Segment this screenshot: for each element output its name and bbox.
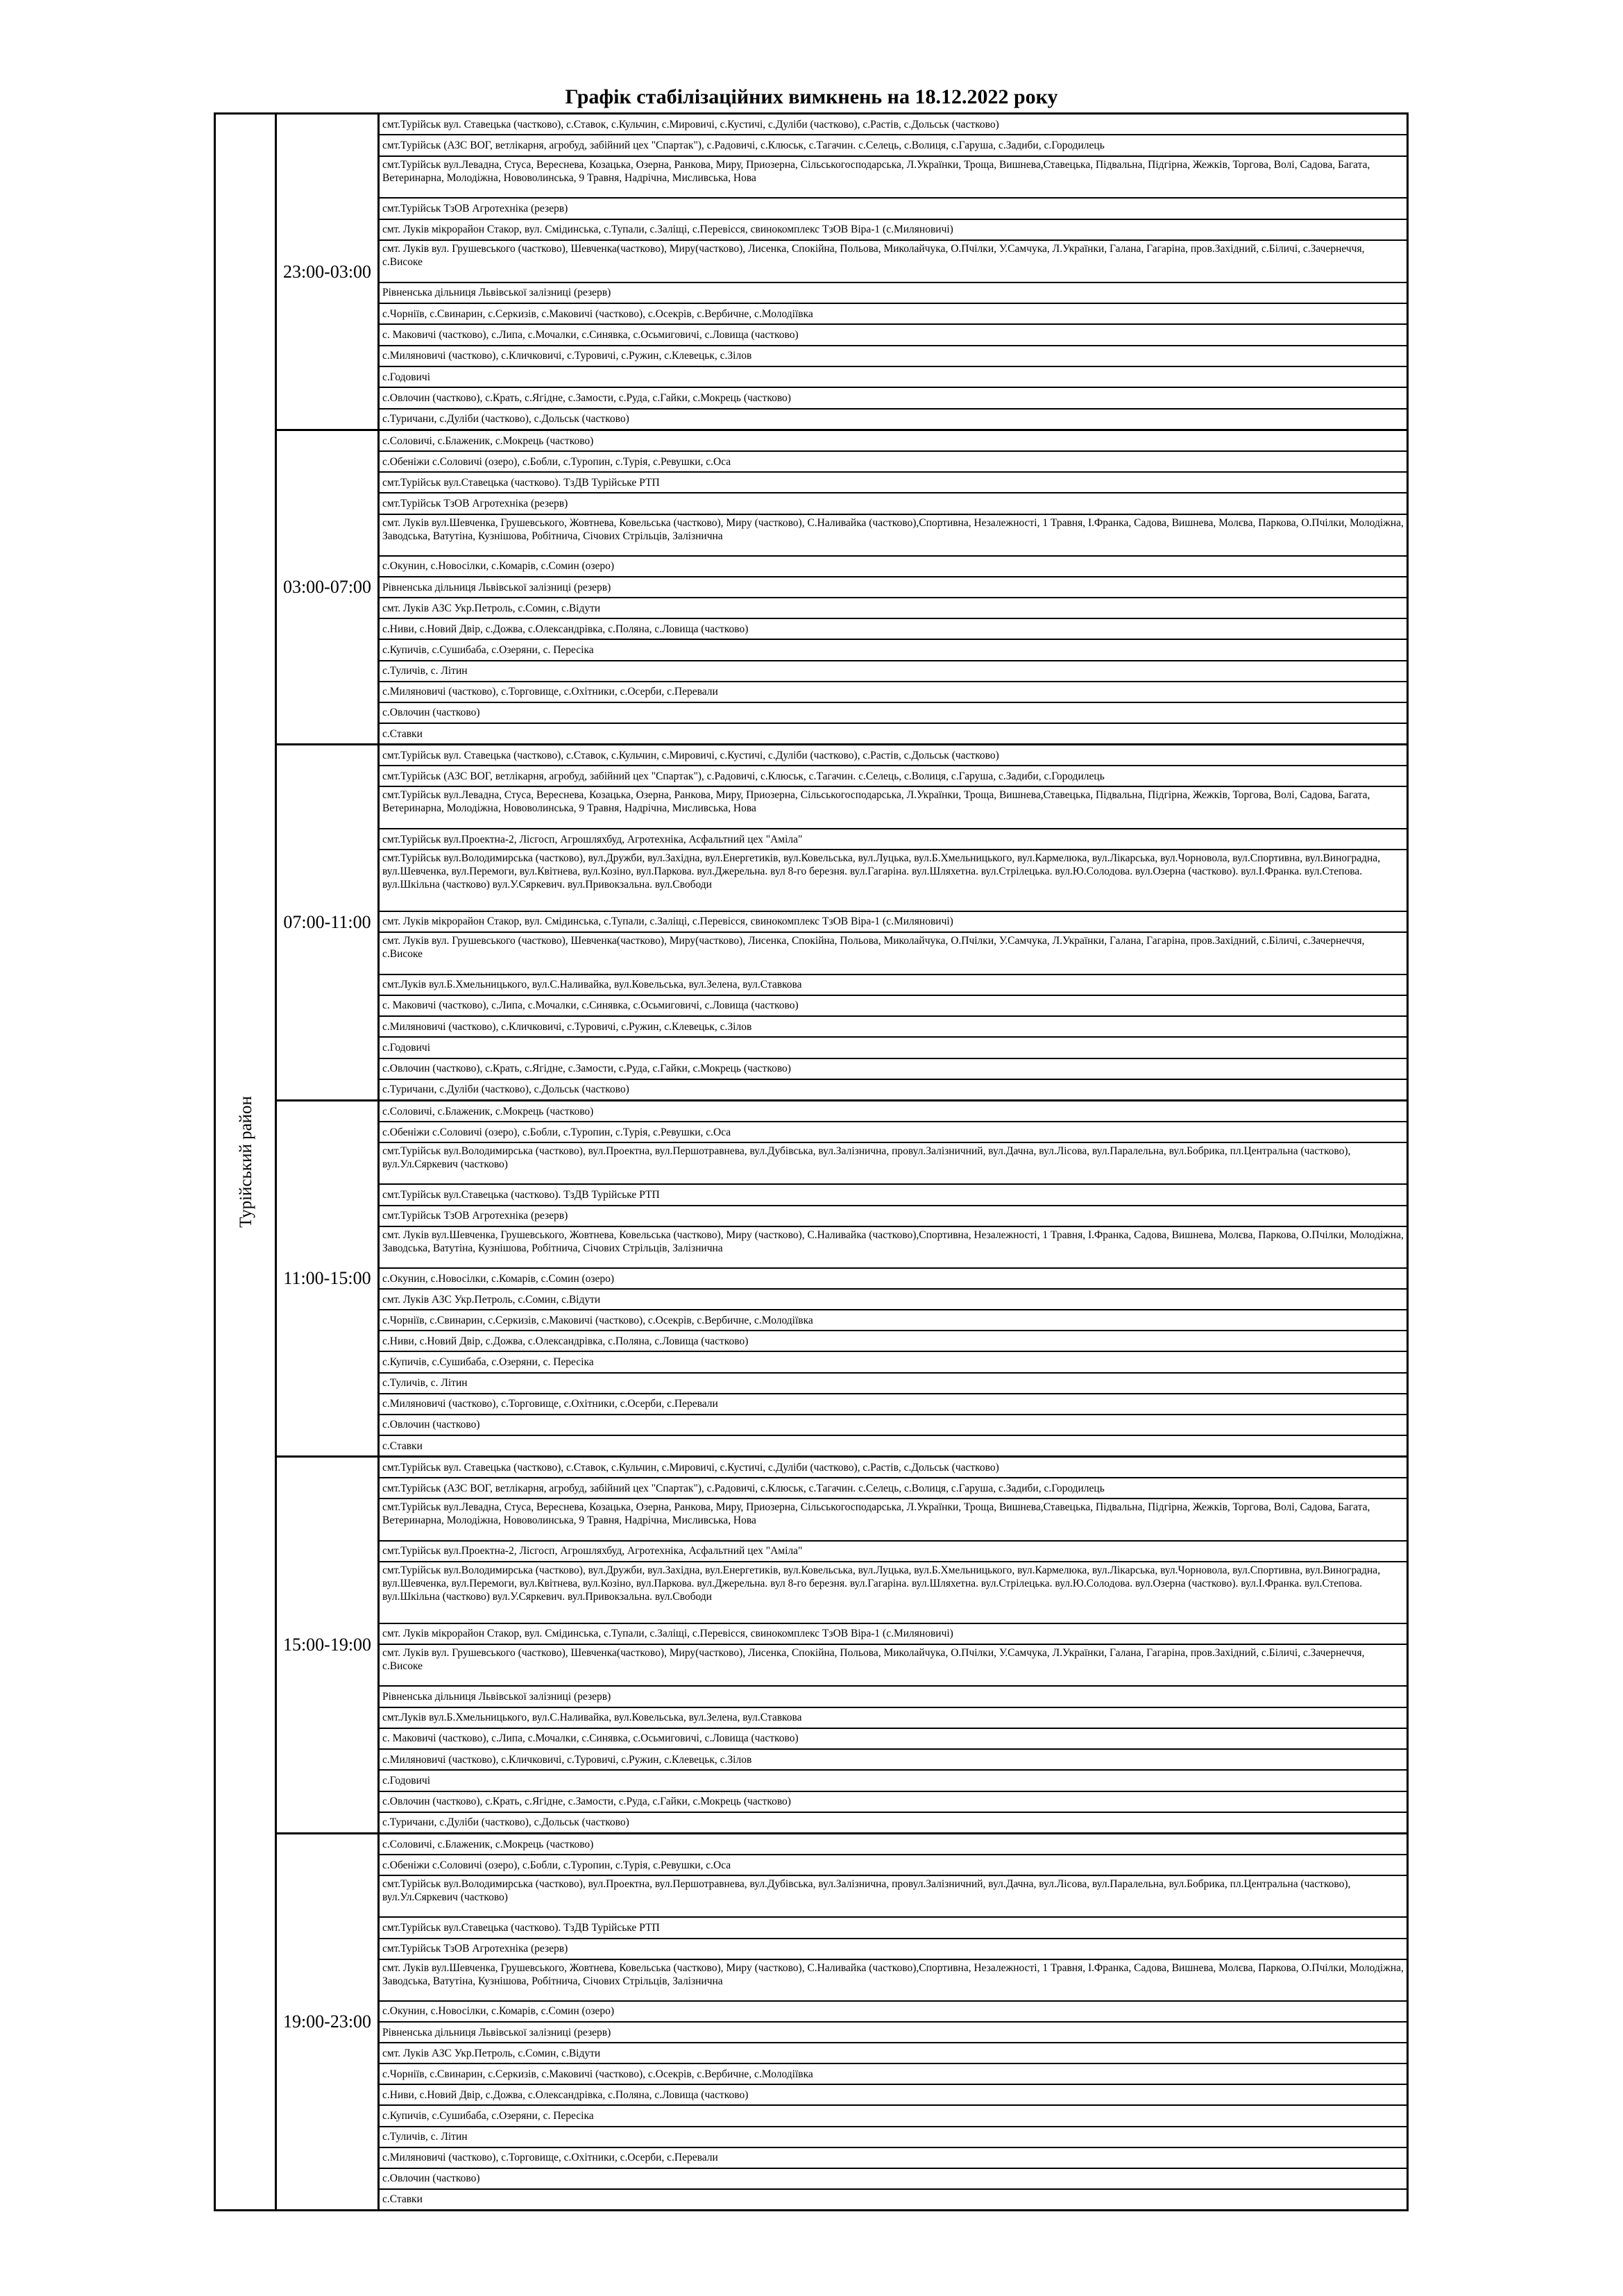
area-rows — [380, 115, 1409, 429]
area-row: с.Овлочин (частково), с.Крать, с.Ягідне, с.Замости, с.Руда, с.Гайки, с.Мокрець (частково) — [380, 1058, 1409, 1079]
area-row: смт.Турійськ вул. Ставецька (частково), с.Ставок, с.Кульчин, с.Мировичі, с.Кустичі, с.Дуліби (частково), с.Растів, с.Дольськ (частково) — [382, 118, 999, 130]
area-row: с.Чорніїв, с.Свинарин, с.Серкизів, с.Маковичі (частково), с.Осекрів, с.Вербичне, с.Молодіївка — [380, 2063, 1409, 2084]
area-row: смт.Турійськ вул.Володимирська (частково), вул.Дружби, вул.Західна, вул.Енергетиків, вул.Ковельська, вул.Луцька, вул.Б.Хмельницького, вул.Кармелюка, вул.Лікарська, вул.Чорновола, вул.Спортивна, вул.Виноградна, вул.Шевченка, вул.Перемоги, вул.Квітнева, вул.Козіно, вул.Паркова. вул.Джерельна. вул 8-го березня. вул.Гагаріна. вул.Шляхетна. вул.Стрілецька. вул.Ю.Солодова. вул.Озерна (частково). вул.І.Франка. вул.Степова. вул.Шкільна (частково) вул.У.Сяркевич. вул.Привокзальна. вул.Свободи — [380, 1561, 1409, 1623]
area-row: с.Миляновичі (частково), с.Кличковичі, с.Туровичі, с.Ружин, с.Клевецьк, с.Зілов — [380, 1748, 1409, 1769]
district-column — [216, 115, 277, 2209]
schedule-table — [214, 112, 1409, 2211]
area-row: с.Туличів, с. Літин — [380, 2126, 1409, 2147]
time-range-cell: 11:00-15:00 — [277, 1101, 380, 1455]
area-row: с.Миляновичі (частково), с.Торговище, с.Охітники, с.Осерби, с.Перевали — [380, 681, 1409, 702]
area-row: с.Купичів, с.Сушибаба, с.Озеряни, с. Пересіка — [380, 639, 1409, 659]
area-row: смт. Луків мікрорайон Стакор, вул. Смідинська, с.Тупали, с.Заліщі, с.Перевісся, свинокомплекс ТзОВ Віра-1 (с.Миляновичі) — [380, 911, 1409, 931]
area-row: смт.Турійськ вул.Левадна, Стуса, Вереснева, Козацька, Озерна, Ранкова, Миру, Приозерна, Сільськогосподарська, Л.Українки, Троща, Вишнева,Ставецька, Підвальна, Підгірна, Жежків, Торгова, Волі, Садова, Багата, Ветеринарна, Молодіжна, Нововолинська, 9 Травня, Надрічна, Мисливська, Нова — [380, 1498, 1409, 1539]
area-row: смт.Турійськ (АЗС ВОГ, ветлікарня, агробуд, забійний цех "Спартак"), с.Радовичі, с.Клюськ, с.Тагачин. с.Селець, с.Волиця, с.Гаруша, с.Задиби, с.Городилець — [380, 1477, 1409, 1498]
area-row: с.Ставки — [380, 2188, 1409, 2209]
area-row: с.Купичів, с.Сушибаба, с.Озеряни, с. Пересіка — [380, 1351, 1409, 1371]
area-row: смт.Турійськ вул. Ставецька (частково), с.Ставок, с.Кульчин, с.Мировичі, с.Кустичі, с.Дуліби (частково), с.Растів, с.Дольськ (частково) — [382, 749, 999, 761]
area-row: с.Миляновичі (частково), с.Торговище, с.Охітники, с.Осерби, с.Перевали — [380, 1393, 1409, 1414]
area-row: с.Миляновичі (частково), с.Кличковичі, с.Туровичі, с.Ружин, с.Клевецьк, с.Зілов — [380, 1015, 1409, 1036]
area-row: смт. Луків вул.Шевченка, Грушевського, Жовтнева, Ковельська (частково), Миру (частково), С.Наливайка (частково),Спортивна, Незалежності, 1 Травня, І.Франка, Садова, Вишнева, Молєва, Паркова, О.Пчілки, Молодіжна, Заводська, Ватутіна, Кузнішова, Робітнича, Січових Стрільців, Залізнична — [380, 1959, 1409, 2000]
area-row: смт.Турійськ ТзОВ Агротехніка (резерв) — [380, 492, 1409, 513]
area-row: смт.Турійськ ТзОВ Агротехніка (резерв) — [380, 1938, 1409, 1959]
time-range-cell: 15:00-19:00 — [277, 1458, 380, 1832]
area-row: с. Маковичі (частково), с.Липа, с.Мочалки, с.Синявка, с.Осьмиговичі, с.Ловища (частково) — [380, 323, 1409, 344]
area-rows — [380, 431, 1409, 743]
area-row: смт.Турійськ вул.Ставецька (частково). ТзДВ Турійське РТП — [380, 1916, 1409, 1937]
time-range-cell: 07:00-11:00 — [277, 745, 380, 1099]
area-row: смт.Луків вул.Б.Хмельницького, вул.С.Наливайка, вул.Ковельська, вул.Зелена, вул.Ставкова — [380, 1707, 1409, 1728]
area-row: с.Туричани, с.Дуліби (частково), с.Дольськ (частково) — [380, 408, 1409, 429]
area-row: с.Овлочин (частково) — [380, 1414, 1409, 1435]
document-title: Графік стабілізаційних вимкнень на 18.12.2022 року — [565, 85, 1058, 109]
area-row: смт.Луків вул.Б.Хмельницького, вул.С.Наливайка, вул.Ковельська, вул.Зелена, вул.Ставкова — [380, 974, 1409, 995]
area-row: смт. Луків вул. Грушевського (частково), Шевченка(частково), Миру(частково), Лисенка, Спокійна, Польова, Миколайчука, О.Пчілки, У.Самчука, Л.Українки, Галана, Гагаріна, пров.Західний, с.Біличі, с.Зачернеччя, с.Високе — [380, 1644, 1409, 1685]
time-range-cell: 23:00-03:00 — [277, 115, 380, 429]
area-row: смт. Луків вул. Грушевського (частково), Шевченка(частково), Миру(частково), Лисенка, Спокійна, Польова, Миколайчука, О.Пчілки, У.Самчука, Л.Українки, Галана, Гагаріна, пров.Західний, с.Біличі, с.Зачернеччя, с.Високе — [380, 239, 1409, 282]
area-row: с.Ставки — [380, 1435, 1409, 1455]
area-row: смт.Турійськ ТзОВ Агротехніка (резерв) — [380, 197, 1409, 218]
area-row: смт.Турійськ вул.Проектна-2, Лісгосп, Агрошляхбуд, Агротехніка, Асфальтний цех "Аміла" — [380, 1540, 1409, 1561]
area-row: Рівненська дільниця Львівської залізниці (резерв) — [380, 282, 1409, 303]
time-range-cell: 03:00-07:00 — [277, 431, 380, 743]
area-row: смт.Турійськ вул.Ставецька (частково). ТзДВ Турійське РТП — [380, 1183, 1409, 1204]
time-slot — [277, 115, 1409, 429]
area-row: смт. Луків вул.Шевченка, Грушевського, Жовтнева, Ковельська (частково), Миру (частково), С.Наливайка (частково),Спортивна, Незалежності, 1 Травня, І.Франка, Садова, Вишнева, Молєва, Паркова, О.Пчілки, Молодіжна, Заводська, Ватутіна, Кузнішова, Робітнича, Січових Стрільців, Залізнична — [380, 514, 1409, 555]
area-row: с.Окунин, с.Новосілки, с.Комарів, с.Сомин (озеро) — [380, 555, 1409, 576]
area-row: Рівненська дільниця Львівської залізниці (резерв) — [380, 576, 1409, 597]
area-row: с.Обеніжи с.Соловичі (озеро), с.Бобли, с.Туропин, с.Турія, с.Ревушки, с.Оса — [380, 450, 1409, 471]
area-row: смт.Турійськ вул. Ставецька (частково), с.Ставок, с.Кульчин, с.Мировичі, с.Кустичі, с.Дуліби (частково), с.Растів, с.Дольськ (частково) — [382, 1461, 999, 1474]
area-row: с.Годовичі — [380, 1036, 1409, 1057]
area-row: смт.Турійськ (АЗС ВОГ, ветлікарня, агробуд, забійний цех "Спартак"), с.Радовичі, с.Клюськ, с.Тагачин. с.Селець, с.Волиця, с.Гаруша, с.Задиби, с.Городилець — [380, 134, 1409, 155]
area-row: с.Окунин, с.Новосілки, с.Комарів, с.Сомин (озеро) — [380, 1267, 1409, 1288]
area-row: с.Соловичі, с.Блаженик, с.Мокрець (частково) — [382, 1105, 594, 1117]
area-row: с.Окунин, с.Новосілки, с.Комарів, с.Сомин (озеро) — [380, 2000, 1409, 2021]
area-row: смт. Луків мікрорайон Стакор, вул. Смідинська, с.Тупали, с.Заліщі, с.Перевісся, свинокомплекс ТзОВ Віра-1 (с.Миляновичі) — [380, 1623, 1409, 1644]
area-row: с.Ставки — [380, 723, 1409, 743]
area-row: с. Маковичі (частково), с.Липа, с.Мочалки, с.Синявка, с.Осьмиговичі, с.Ловища (частково) — [380, 995, 1409, 1015]
area-row: смт. Луків АЗС Укр.Петроль, с.Сомин, с.Відути — [380, 1288, 1409, 1309]
area-rows — [380, 1834, 1409, 2209]
area-row: смт. Луків вул.Шевченка, Грушевського, Жовтнева, Ковельська (частково), Миру (частково), С.Наливайка (частково),Спортивна, Незалежності, 1 Травня, І.Франка, Садова, Вишнева, Молєва, Паркова, О.Пчілки, Молодіжна, Заводська, Ватутіна, Кузнішова, Робітнича, Січових Стрільців, Залізнична — [380, 1226, 1409, 1267]
area-row: с.Туличів, с. Літин — [380, 660, 1409, 681]
area-row: Рівненська дільниця Львівської залізниці (резерв) — [380, 1685, 1409, 1706]
area-row: с.Туличів, с. Літин — [380, 1372, 1409, 1393]
time-slot — [277, 743, 1409, 1099]
area-row: смт.Турійськ вул.Левадна, Стуса, Вереснева, Козацька, Озерна, Ранкова, Миру, Приозерна, Сільськогосподарська, Л.Українки, Троща, Вишнева,Ставецька, Підвальна, Підгірна, Жежків, Торгова, Волі, Садова, Багата, Ветеринарна, Молодіжна, Нововолинська, 9 Травня, Надрічна, Мисливська, Нова — [380, 786, 1409, 827]
area-row: с.Обеніжи с.Соловичі (озеро), с.Бобли, с.Туропин, с.Турія, с.Ревушки, с.Оса — [380, 1854, 1409, 1875]
area-row: смт.Турійськ вул.Левадна, Стуса, Вереснева, Козацька, Озерна, Ранкова, Миру, Приозерна, Сільськогосподарська, Л.Українки, Троща, Вишнева,Ставецька, Підвальна, Підгірна, Жежків, Торгова, Волі, Садова, Багата, Ветеринарна, Молодіжна, Нововолинська, 9 Травня, Надрічна, Мисливська, Нова — [380, 155, 1409, 198]
district-label: Турійський район — [237, 1096, 255, 1228]
area-row: с.Овлочин (частково), с.Крать, с.Ягідне, с.Замости, с.Руда, с.Гайки, с.Мокрець (частково) — [380, 1791, 1409, 1812]
area-row: с.Обеніжи с.Соловичі (озеро), с.Бобли, с.Туропин, с.Турія, с.Ревушки, с.Оса — [380, 1121, 1409, 1142]
area-row: с.Чорніїв, с.Свинарин, с.Серкизів, с.Маковичі (частково), с.Осекрів, с.Вербичне, с.Молодіївка — [380, 1309, 1409, 1330]
area-row: с.Годовичі — [380, 1769, 1409, 1790]
time-slot — [277, 429, 1409, 743]
time-slot — [277, 1832, 1409, 2209]
area-row: с. Маковичі (частково), с.Липа, с.Мочалки, с.Синявка, с.Осьмиговичі, с.Ловища (частково) — [380, 1728, 1409, 1748]
area-row: смт.Турійськ вул.Володимирська (частково), вул.Дружби, вул.Західна, вул.Енергетиків, вул.Ковельська, вул.Луцька, вул.Б.Хмельницького, вул.Кармелюка, вул.Лікарська, вул.Чорновола, вул.Спортивна, вул.Виноградна, вул.Шевченка, вул.Перемоги, вул.Квітнева, вул.Козіно, вул.Паркова. вул.Джерельна. вул 8-го березня. вул.Гагаріна. вул.Шляхетна. вул.Стрілецька. вул.Ю.Солодова. вул.Озерна (частково). вул.І.Франка. вул.Степова. вул.Шкільна (частково) вул.У.Сяркевич. вул.Привокзальна. вул.Свободи — [380, 849, 1409, 911]
time-slot — [277, 1455, 1409, 1832]
area-row: смт. Луків АЗС Укр.Петроль, с.Сомин, с.Відути — [380, 597, 1409, 618]
area-row: с.Туричани, с.Дуліби (частково), с.Дольськ (частково) — [380, 1812, 1409, 1832]
area-row: смт. Луків АЗС Укр.Петроль, с.Сомин, с.Відути — [380, 2042, 1409, 2063]
area-rows — [380, 745, 1409, 1099]
area-row: смт.Турійськ вул.Володимирська (частково), вул.Проектна, вул.Першотравнева, вул.Дубівська, вул.Залізнична, провул.Залізничний, вул.Дачна, вул.Лісова, вул.Паралельна, вул.Бобрика, пл.Центральна (частково), вул.Ул.Сяркевич (частково) — [380, 1875, 1409, 1916]
area-row: с.Чорніїв, с.Свинарин, с.Серкизів, с.Маковичі (частково), с.Осекрів, с.Вербичне, с.Молодіївка — [380, 303, 1409, 323]
area-row: с.Ниви, с.Новий Двір, с.Дожва, с.Олександрівка, с.Поляна, с.Ловища (частково) — [380, 1330, 1409, 1351]
area-row: с.Купичів, с.Сушибаба, с.Озеряни, с. Пересіка — [380, 2104, 1409, 2125]
area-row: смт. Луків вул. Грушевського (частково), Шевченка(частково), Миру(частково), Лисенка, Спокійна, Польова, Миколайчука, О.Пчілки, У.Самчука, Л.Українки, Галана, Гагаріна, пров.Західний, с.Біличі, с.Зачернеччя, с.Високе — [380, 931, 1409, 973]
time-range-cell: 19:00-23:00 — [277, 1834, 380, 2209]
area-rows — [380, 1458, 1409, 1832]
area-row: смт.Турійськ вул.Ставецька (частково). ТзДВ Турійське РТП — [380, 471, 1409, 492]
area-rows — [380, 1101, 1409, 1455]
area-row: Рівненська дільниця Львівської залізниці (резерв) — [380, 2021, 1409, 2042]
area-row: с.Овлочин (частково) — [380, 702, 1409, 723]
area-row: смт.Турійськ (АЗС ВОГ, ветлікарня, агробуд, забійний цех "Спартак"), с.Радовичі, с.Клюськ, с.Тагачин. с.Селець, с.Волиця, с.Гаруша, с.Задиби, с.Городилець — [380, 765, 1409, 786]
area-row: с.Туричани, с.Дуліби (частково), с.Дольськ (частково) — [380, 1079, 1409, 1099]
area-row: с.Ниви, с.Новий Двір, с.Дожва, с.Олександрівка, с.Поляна, с.Ловища (частково) — [380, 2084, 1409, 2104]
area-row: с.Миляновичі (частково), с.Торговище, с.Охітники, с.Осерби, с.Перевали — [380, 2147, 1409, 2168]
area-row: с.Ниви, с.Новий Двір, с.Дожва, с.Олександрівка, с.Поляна, с.Ловища (частково) — [380, 618, 1409, 639]
area-row: смт.Турійськ ТзОВ Агротехніка (резерв) — [380, 1205, 1409, 1226]
area-row: с.Соловичі, с.Блаженик, с.Мокрець (частково) — [382, 1838, 594, 1850]
area-row: смт. Луків мікрорайон Стакор, вул. Смідинська, с.Тупали, с.Заліщі, с.Перевісся, свинокомплекс ТзОВ Віра-1 (с.Миляновичі) — [380, 219, 1409, 239]
area-row: смт.Турійськ вул.Проектна-2, Лісгосп, Агрошляхбуд, Агротехніка, Асфальтний цех "Аміла" — [380, 828, 1409, 849]
area-row: с.Овлочин (частково) — [380, 2168, 1409, 2188]
area-row: с.Миляновичі (частково), с.Кличковичі, с.Туровичі, с.Ружин, с.Клевецьк, с.Зілов — [380, 345, 1409, 366]
area-row: с.Годовичі — [380, 366, 1409, 387]
area-row: смт.Турійськ вул.Володимирська (частково), вул.Проектна, вул.Першотравнева, вул.Дубівська, вул.Залізнична, провул.Залізничний, вул.Дачна, вул.Лісова, вул.Паралельна, вул.Бобрика, пл.Центральна (частково), вул.Ул.Сяркевич (частково) — [380, 1142, 1409, 1183]
area-row: с.Овлочин (частково), с.Крать, с.Ягідне, с.Замости, с.Руда, с.Гайки, с.Мокрець (частково) — [380, 387, 1409, 407]
time-slot — [277, 1099, 1409, 1455]
area-row: с.Соловичі, с.Блаженик, с.Мокрець (частково) — [382, 434, 594, 447]
